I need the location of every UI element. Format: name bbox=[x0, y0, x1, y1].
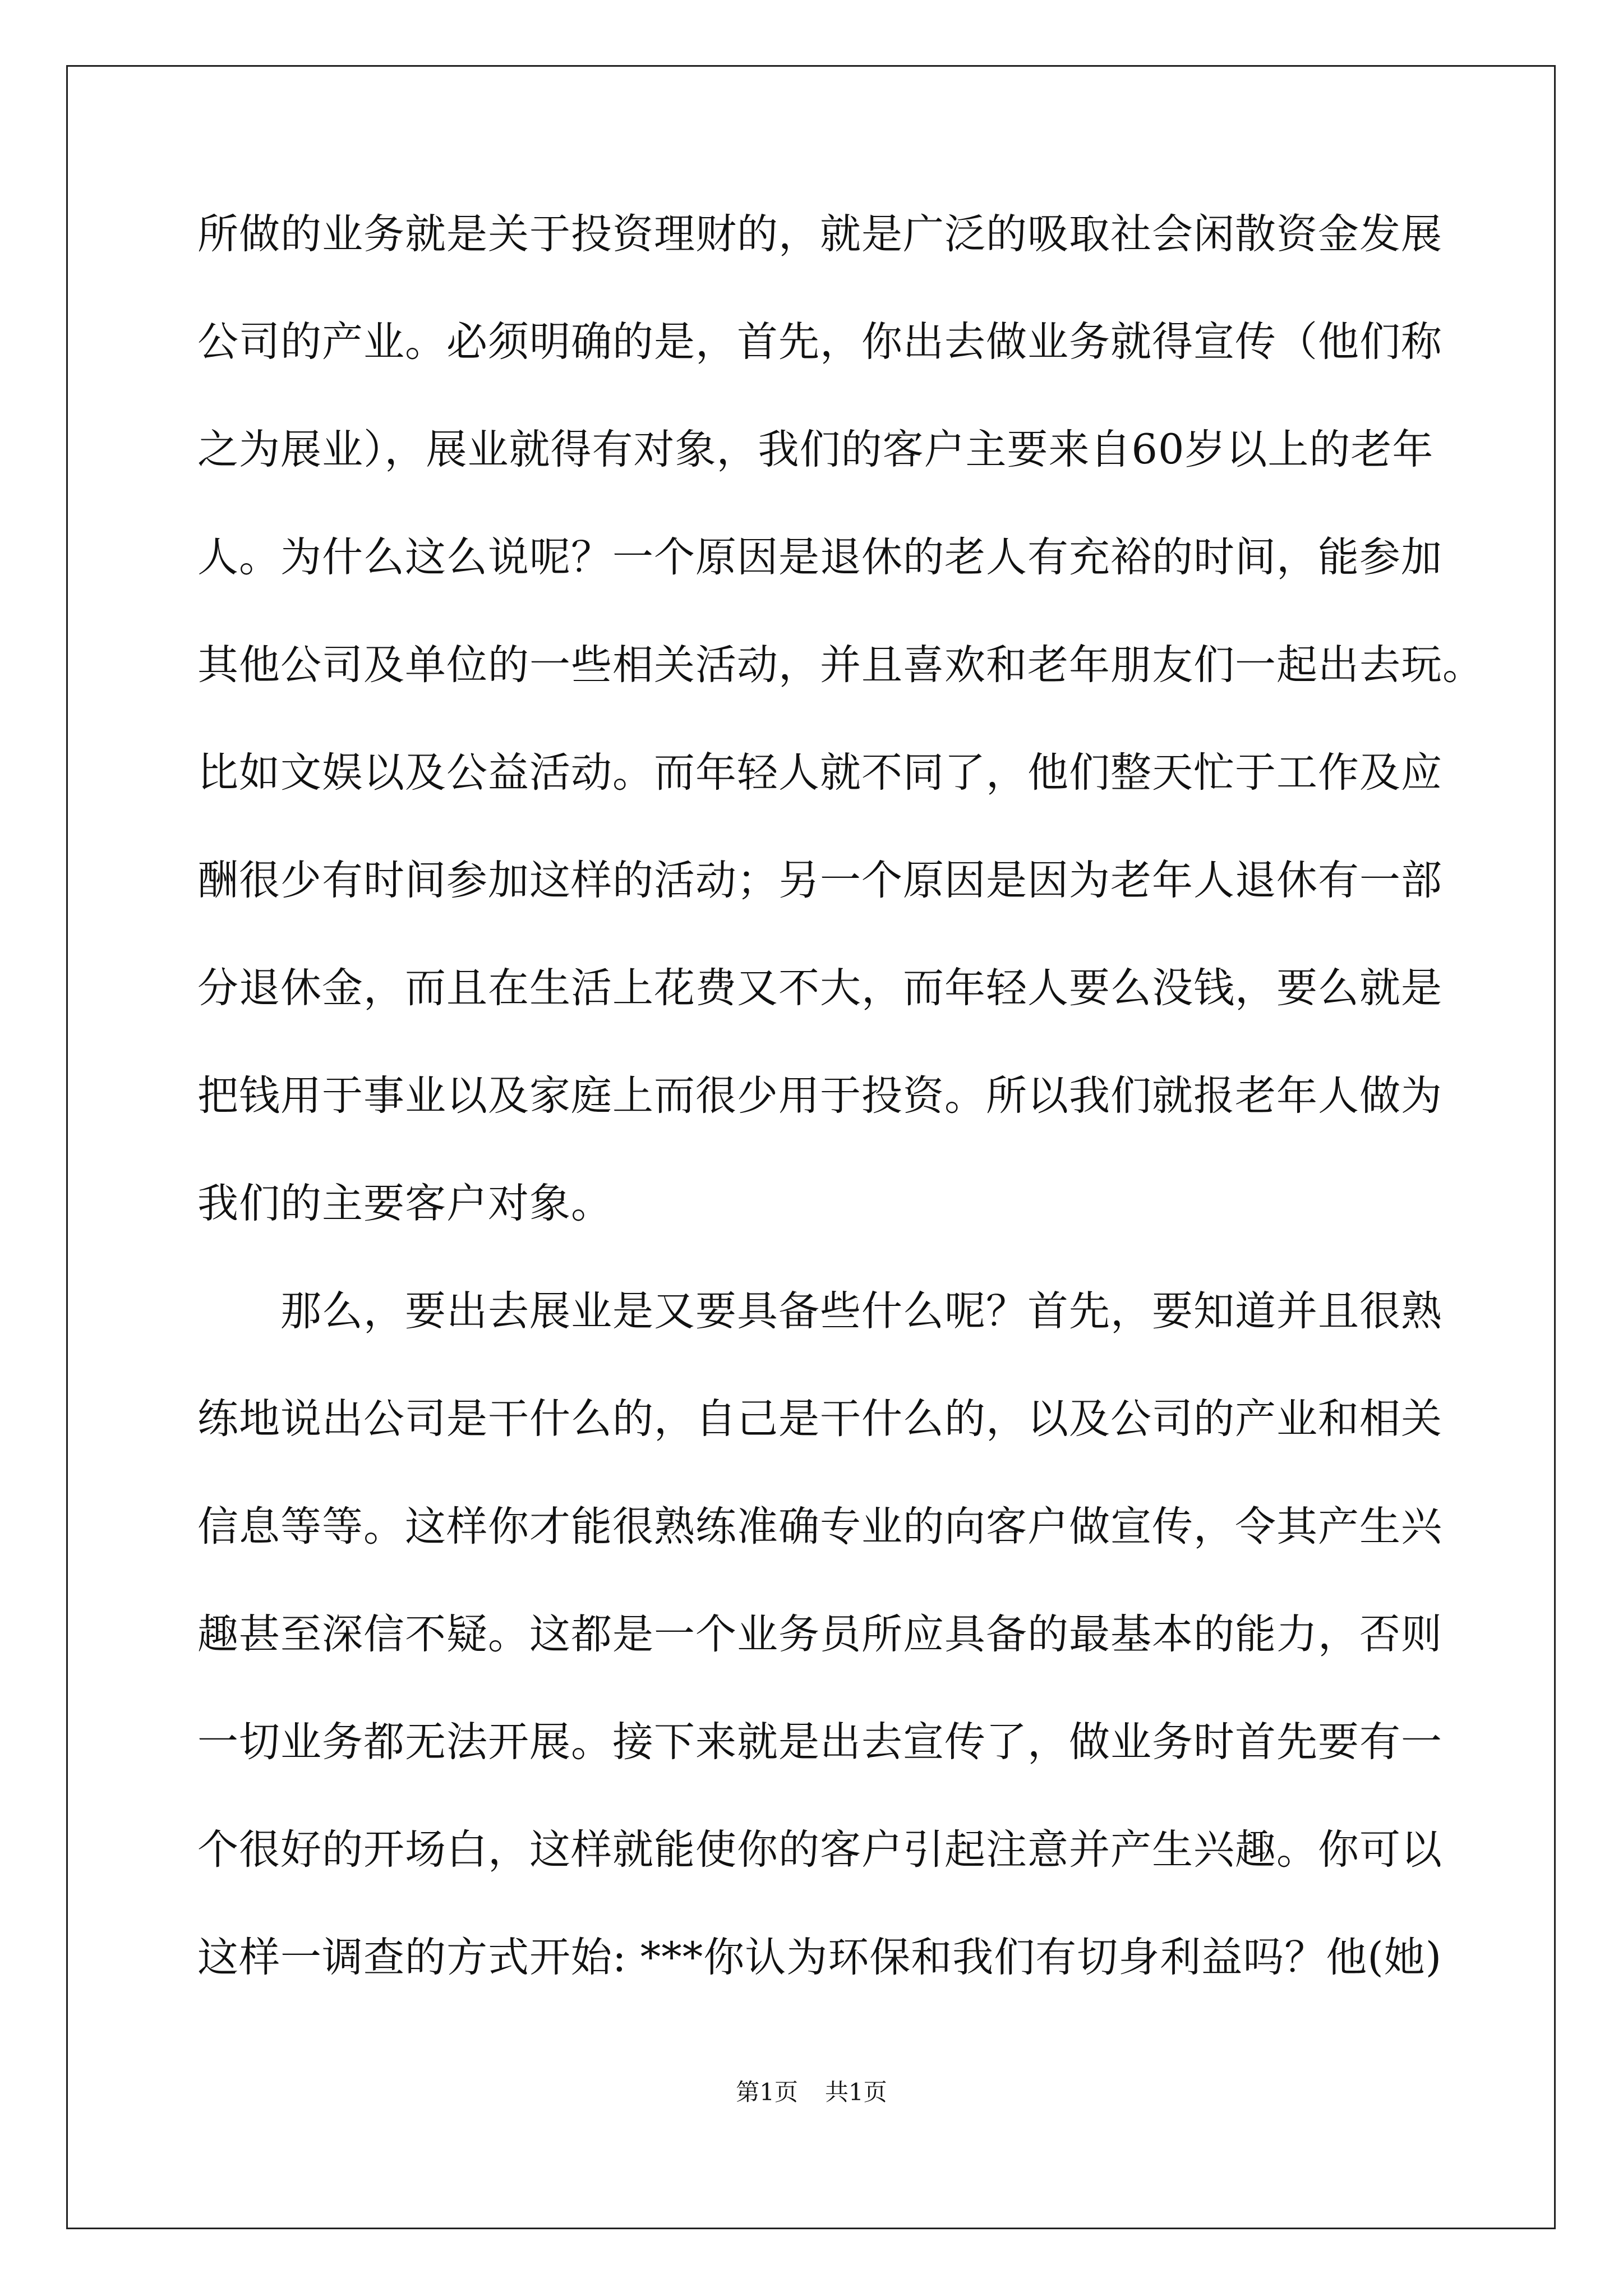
text-line: 练地说出公司是干什么的，自己是干什么的，以及公司的产业和相关 bbox=[197, 1395, 1442, 1443]
text-line: 人。为什么这么说呢？一个原因是退休的老人有充裕的时间，能参加 bbox=[197, 533, 1442, 581]
text-line: 我们的主要客户对象。 bbox=[197, 1180, 612, 1227]
text-line: 个很好的开场白，这样就能使你的客户引起注意并产生兴趣。你可以 bbox=[197, 1826, 1442, 1874]
document-body bbox=[197, 208, 1484, 2039]
text-line: 信息等等。这样你才能很熟练准确专业的向客户做宣传，令其产生兴 bbox=[197, 1503, 1442, 1550]
page-number: 第1页 bbox=[736, 2078, 798, 2106]
text-line: 之为展业），展业就得有对象，我们的客户主要来自60岁以上的老年 bbox=[197, 426, 1434, 473]
text-line: 其他公司及单位的一些相关活动，并且喜欢和老年朋友们一起出去玩。 bbox=[197, 641, 1484, 689]
text-line: 一切业务都无法开展。接下来就是出去宣传了，做业务时首先要有一 bbox=[197, 1718, 1442, 1766]
page-total: 共1页 bbox=[825, 2078, 887, 2106]
text-line: 趣甚至深信不疑。这都是一个业务员所应具备的最基本的能力，否则 bbox=[197, 1611, 1442, 1658]
text-line: 酬很少有时间参加这样的活动；另一个原因是因为老年人退休有一部 bbox=[197, 857, 1442, 904]
text-line: 比如文娱以及公益活动。而年轻人就不同了，他们整天忙于工作及应 bbox=[197, 749, 1442, 797]
text-line: 所做的业务就是关于投资理财的，就是广泛的吸取社会闲散资金发展 bbox=[197, 210, 1442, 258]
text-line: 把钱用于事业以及家庭上而很少用于投资。所以我们就报老年人做为 bbox=[197, 1072, 1442, 1120]
text-line: 分退休金，而且在生活上花费又不大，而年轻人要么没钱，要么就是 bbox=[197, 964, 1442, 1012]
text-line: 那么，要出去展业是又要具备些什么呢？首先，要知道并且很熟 bbox=[197, 1287, 1442, 1335]
text-line: 这样一调查的方式开始: ***你认为环保和我们有切身利益吗？他(她) bbox=[197, 1934, 1442, 1981]
page-footer bbox=[0, 2076, 1623, 2109]
text-line: 公司的产业。必须明确的是，首先，你出去做业务就得宣传（他们称 bbox=[197, 318, 1442, 366]
